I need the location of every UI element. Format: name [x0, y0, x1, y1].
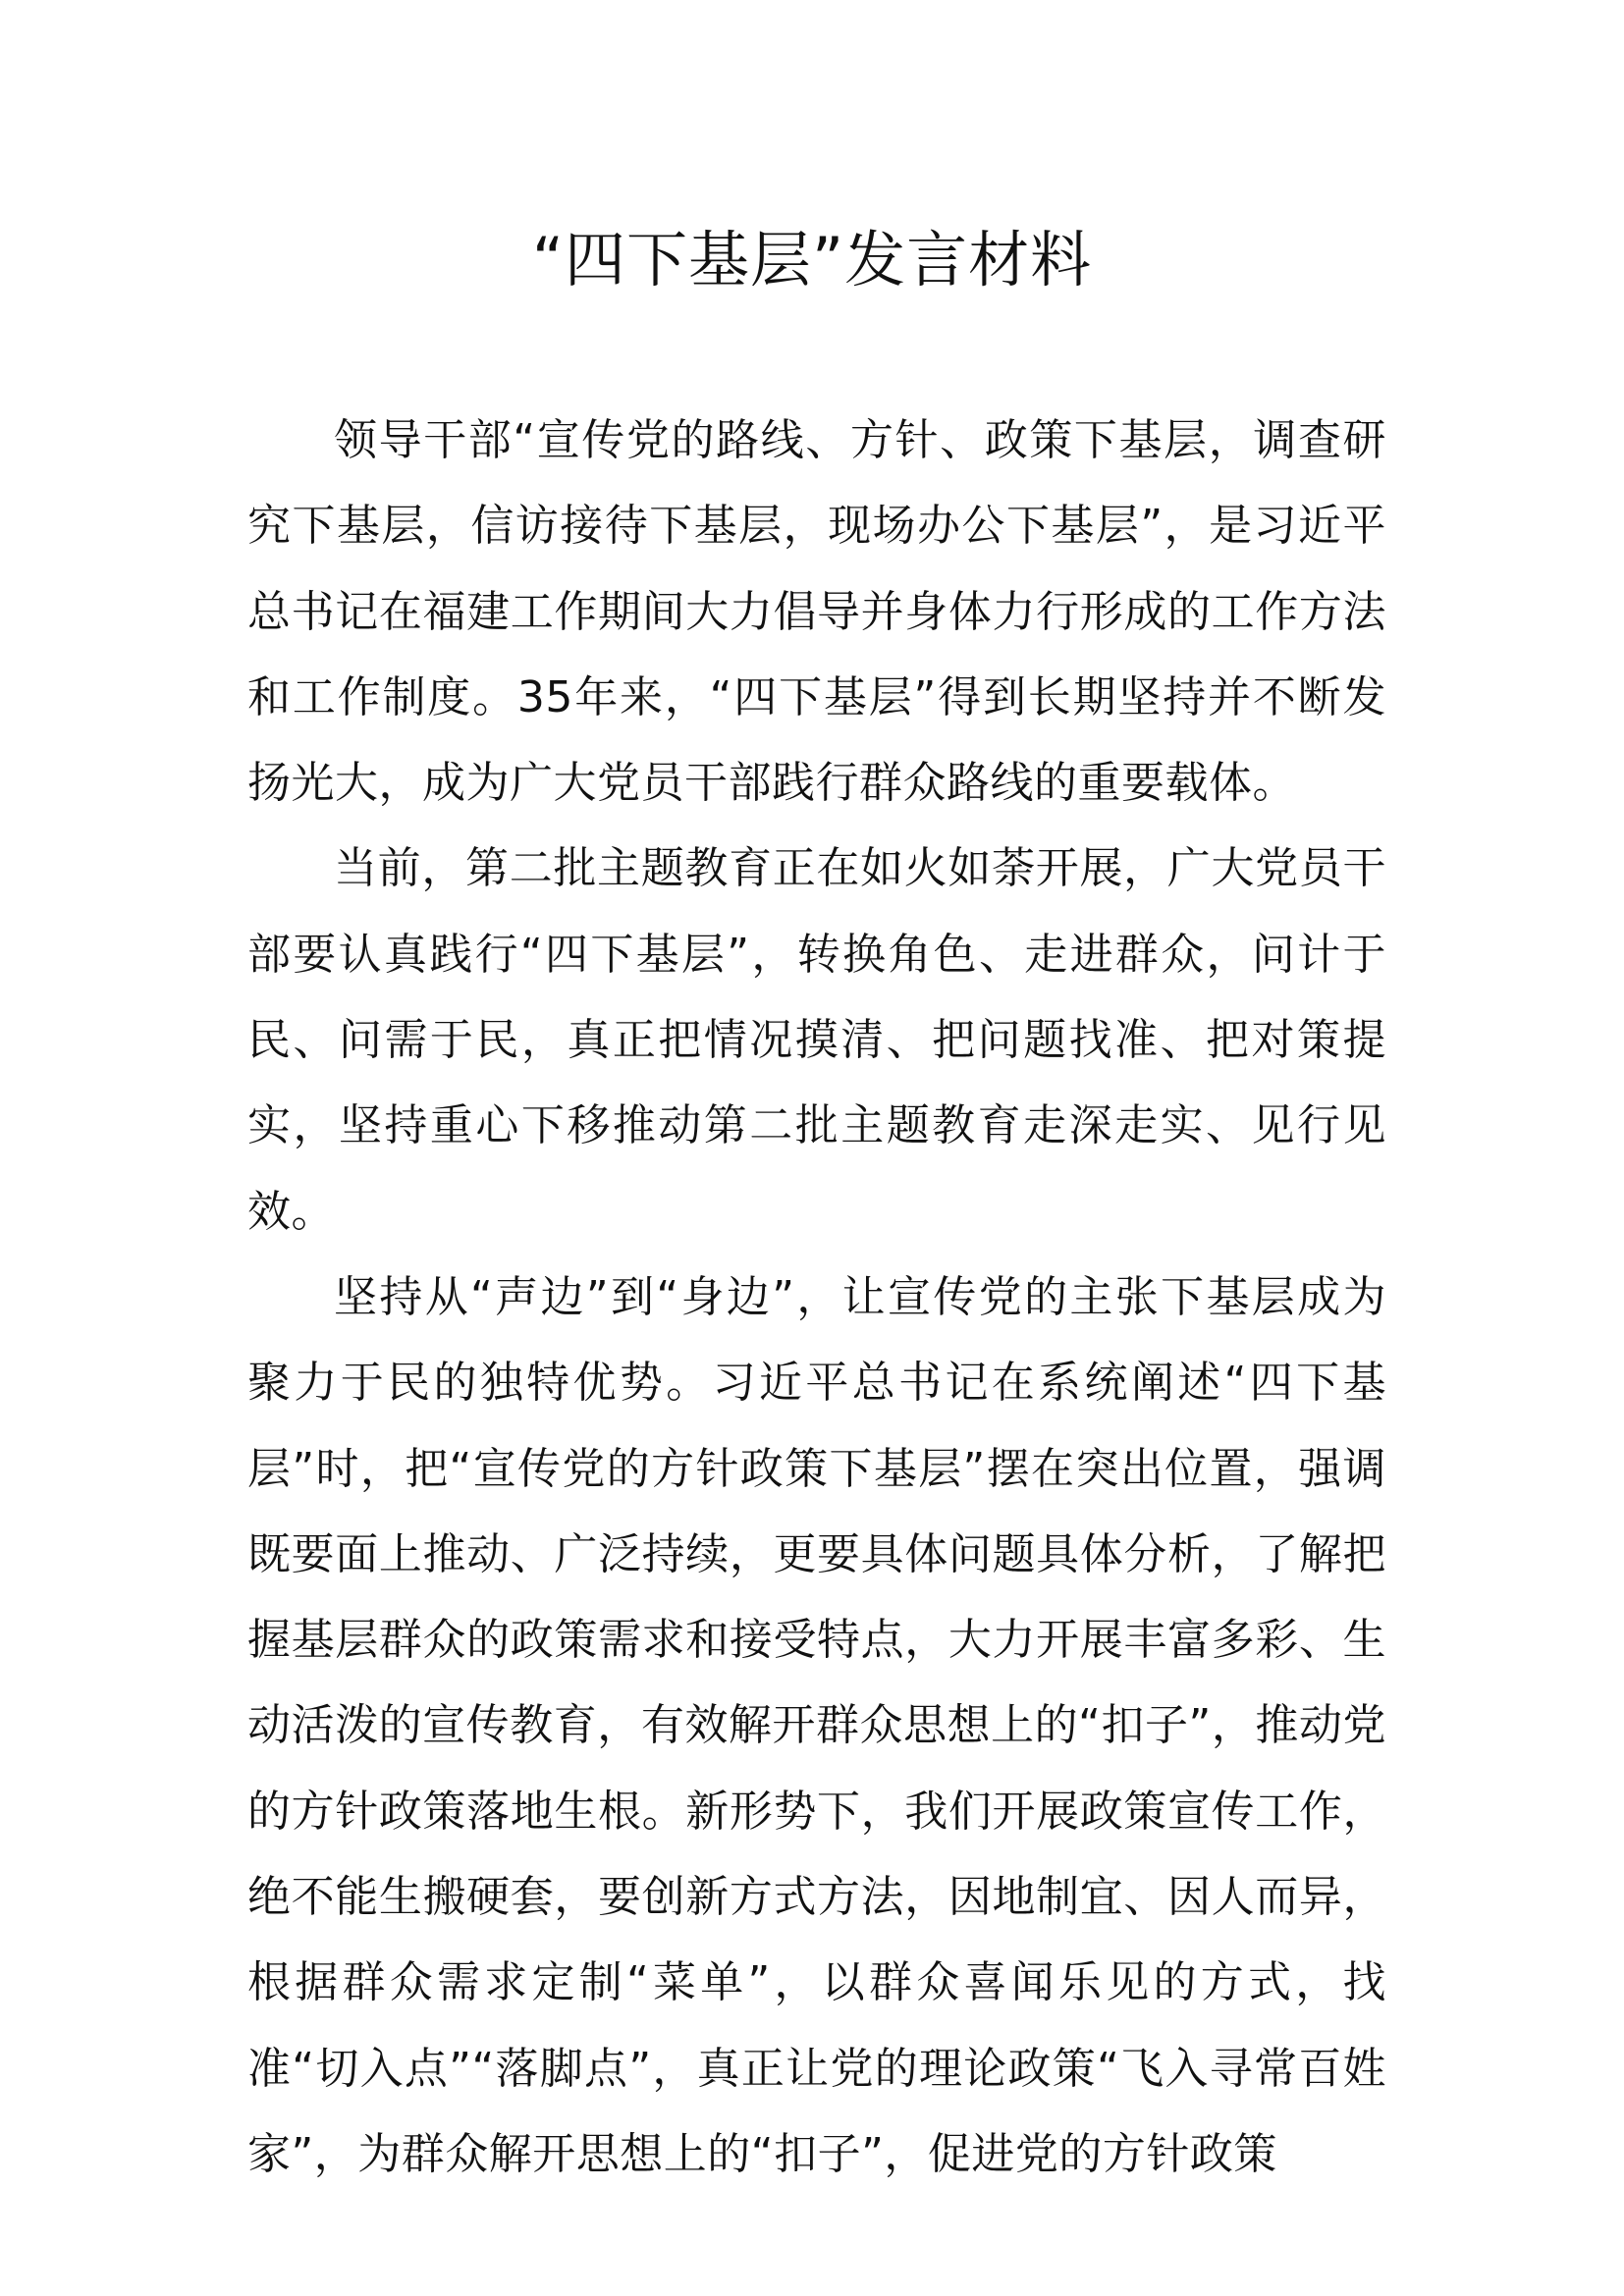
paragraph-2: 当前，第二批主题教育正在如火如荼开展，广大党员干部要认真践行“四下基层”，转换角色、走进群众，问计于民、问需于民，真正把情况摸清、把问题找准、把对策提实，坚持重心下移推动第二批主题教育走深走实、见行见效。: [247, 843, 1386, 1237]
document-body: [247, 398, 1386, 2197]
paragraph-1: 领导干部“宣传党的路线、方针、政策下基层，调查研究下基层，信访接待下基层，现场办公下基层”，是习近平总书记在福建工作期间大力倡导并身体力行形成的工作方法和工作制度。35年来，“四下基层”得到长期坚持并不断发扬光大，成为广大党员干部践行群众路线的重要载体。: [247, 415, 1386, 809]
paragraph-3: 坚持从“声边”到“身边”，让宣传党的主张下基层成为聚力于民的独特优势。习近平总书记在系统阐述“四下基层”时，把“宣传党的方针政策下基层”摆在突出位置，强调既要面上推动、广泛持续，更要具体问题具体分析，了解把握基层群众的政策需求和接受特点，大力开展丰富多彩、生动活泼的宣传教育，有效解开群众思想上的“扣子”，推动党的方针政策落地生根。新形势下，我们开展政策宣传工作，绝不能生搬硬套，要创新方式方法，因地制宜、因人而异，根据群众需求定制“菜单”，以群众喜闻乐见的方式，找准“切入点”“落脚点”，真正让党的理论政策“飞入寻常百姓家”，为群众解开思想上的“扣子”，促进党的方针政策: [247, 1271, 1386, 2179]
document-title: “四下基层”发言材料: [531, 224, 1093, 295]
